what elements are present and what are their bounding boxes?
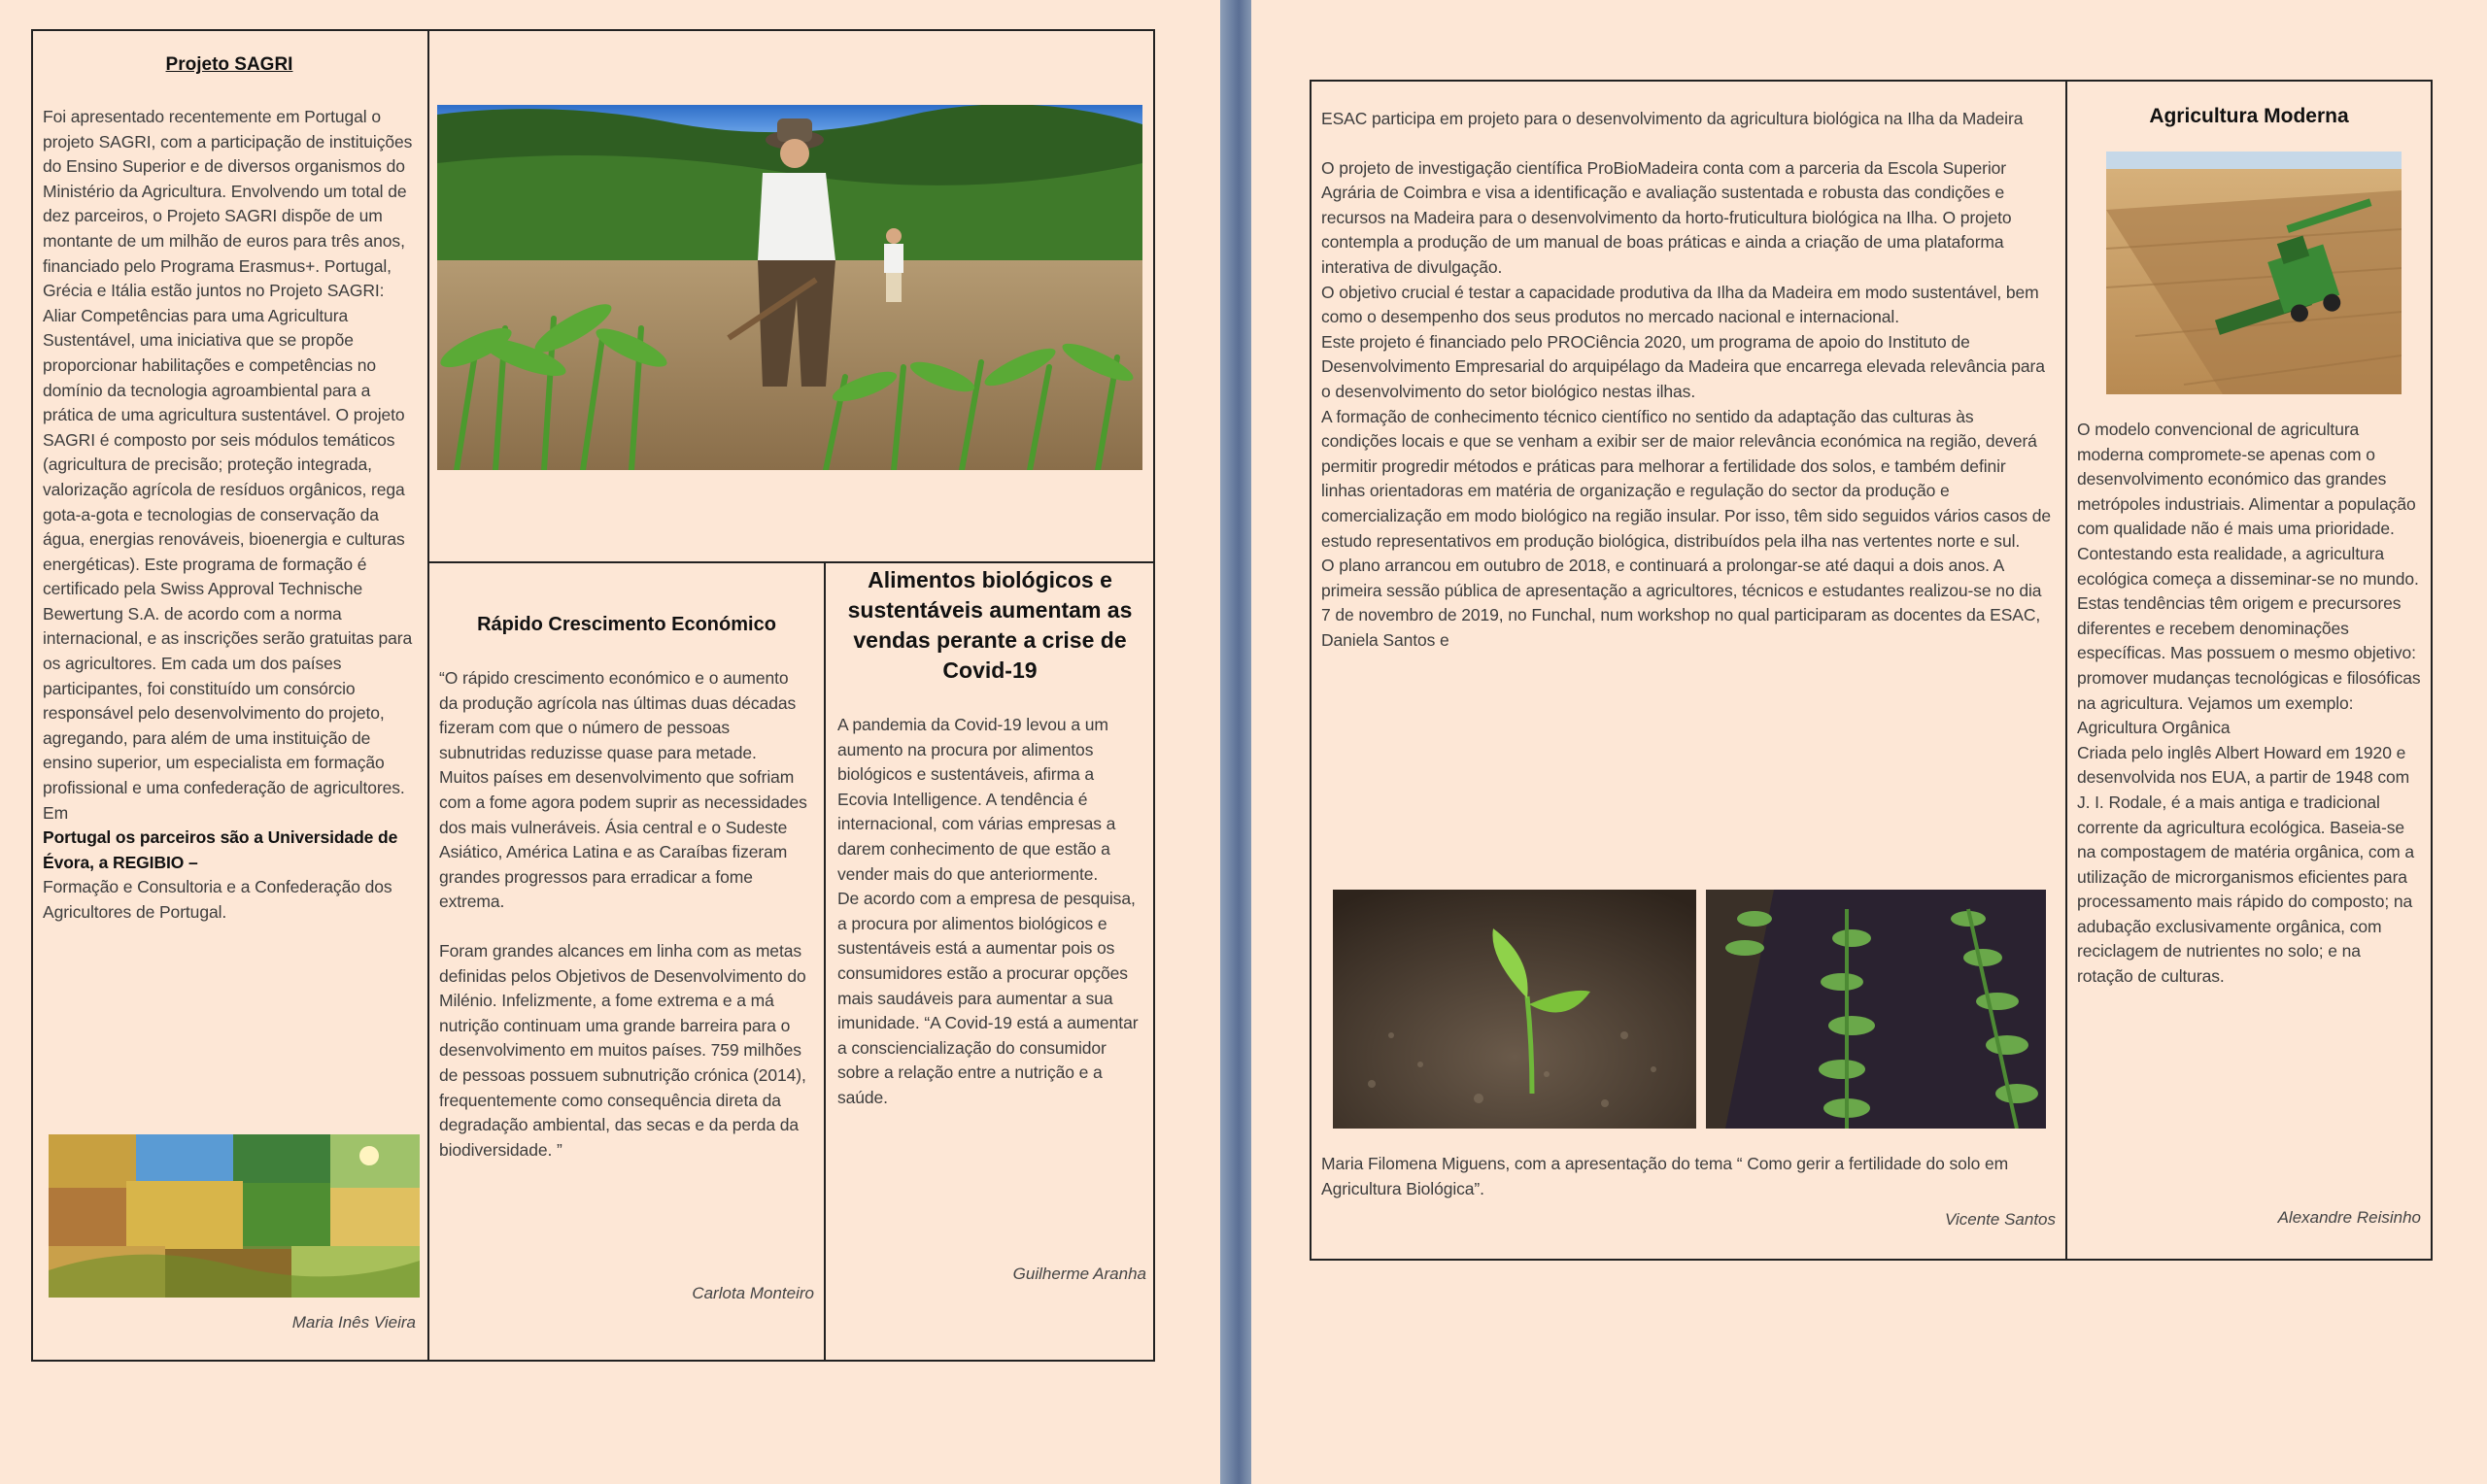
covid-paragraph: A pandemia da Covid-19 levou a um aumento na procura por alimentos biológicos e sustentáveis, afirma a Ecovia Intelligence. A tendência é internacional, com várias empresas a darem conhecimento de que estão a vender mais do que anteriormente. [837, 715, 1116, 884]
harvester-photo [2106, 152, 2402, 394]
covid-author: Guilherme Aranha [1012, 1265, 1146, 1283]
crescimento-paragraph: Foram grandes alcances em linha com as metas definidas pelos Objetivos de Desenvolvimento do Milénio. Infelizmente, a fome extrema e a má nutrição continuam uma grande barreira para o desenvolvimento em muitos países. 759 milhões de pessoas possuem subnutrição crónica (2014), frequentemente como consequência direta da degradação ambiental, das secas e da perda da biodiversidade. ” [439, 940, 806, 1160]
covid-paragraph: De acordo com a empresa de pesquisa, a procura por alimentos biológicos e sustentáveis está a aumentar pois os consumidores estão a procurar opções mais saudáveis para aumentar a sua imunidade. “A Covid-19 está a aumentar a consciencialização do consumidor sobre a relação entre a nutrição e a saúde. [837, 889, 1139, 1107]
esac-paragraph: O projeto de investigação científica ProBioMadeira conta com a parceria da Escola Superior Agrária de Coimbra e visa a identificação e avaliação sustentada e robusta das condições e recursos na Madeira para o desenvolvimento da horto-fruticultura biológica na Ilha. O projeto contempla a produção de um manual de boas práticas e ainda a criação de uma plataforma interativa de divulgação. [1321, 157, 2012, 277]
covid-article [837, 713, 1146, 1111]
moderna-paragraph: Criada pelo inglês Albert Howard em 1920 e desenvolvida nos EUA, a partir de 1948 com J. I. Rodale, é a mais antiga e tradicional corrente da agricultura ecológica. Baseia-se na compostagem de matéria orgânica, com a utilização de microrganismos eficientes para processamento mais rápido do composto; na adubação exclusivamente orgânica, com reciclagem de nutrientes no solo; e na rotação de culturas. [2077, 742, 2415, 987]
esac-paragraph: O plano arrancou em outubro de 2018, e continuará a prolongar-se até daqui a dois anos. A primeira sessão pública de apresentação a agricultores, técnicos e estudantes realizou-se no dia 7 de novembro de 2019, no Funchal, num workshop no qual participaram as docentes da ESAC, Daniela Santos e [1321, 556, 2042, 650]
sagri-author: Maria Inês Vieira [291, 1313, 416, 1332]
sagri-paragraph: Foi apresentado recentemente em Portugal o projeto SAGRI, com a participação de instituições do Ensino Superior e de diversos organismos do Ministério da Agricultura. Envolvendo um total de dez parceiros, o Projeto SAGRI dispõe de um montante de um milhão de euros para três anos, financiado pelo Programa Erasmus+. Portugal, Grécia e Itália estão juntos no Projeto SAGRI: Aliar Competências para uma Agricultura Sustentável, uma iniciativa que se propõe proporcionar habilitações e competências no domínio da tecnologia agroambiental para a prática de uma agricultura sustentável. O projeto SAGRI é composto por seis módulos temáticos (agricultura de precisão; proteção integrada, valorização agrícola de resíduos orgânicos, rega gota-a-gota e tecnologias de conservação da água, energias renováveis, bioenergia e culturas energéticas). Este programa de formação é certificado pela Swiss Approval Technische Bewertung S.A. de acordo com a norma internacional, e as inscrições serão gratuitas para os agricultores. Em cada um dos países participantes, foi constituído um consórcio responsável pelo desenvolvimento do projeto, agregando, para além de uma instituição de ensino superior, um especialista em formação profissional e uma confederação de agricultores. Em [43, 107, 413, 823]
esac-paragraph: Maria Filomena Miguens, com a apresentação do tema “ Como gerir a fertilidade do solo em Agricultura Biológica”. [1321, 1154, 2009, 1198]
crescimento-paragraph: “O rápido crescimento económico e o aumento da produção agrícola nas últimas duas décadas fizeram com que o número de pessoas subnutridas reduzisse quase para metade. Muitos países em desenvolvimento que sofriam com a fome agora podem suprir as necessidades dos mais vulneráveis. Ásia central e o Sudeste Asiático, América Latina e as Caraíbas fizeram grandes progressos para erradicar a fome extrema. [439, 668, 807, 912]
column-divider [2065, 80, 2067, 1261]
moderna-article [2077, 418, 2421, 990]
covid-title: Alimentos biológicos e sustentáveis aumentam as vendas perante a crise de Covid-19 [847, 567, 1133, 683]
moderna-subheading: Agricultura Orgânica [2077, 718, 2231, 738]
esac-paragraph: O objetivo crucial é testar a capacidade produtiva da Ilha da Madeira em modo sustentável, bem como o desempenho dos seus produtos no mercado nacional e internacional. [1321, 282, 2039, 327]
page-divider [1220, 0, 1251, 1484]
esac-author: Vicente Santos [1944, 1210, 2056, 1229]
sagri-article [43, 105, 414, 926]
esac-closing [1321, 1152, 2054, 1201]
farm-collage-image [49, 1134, 420, 1298]
esac-paragraph: A formação de conhecimento técnico científico no sentido da adaptação das culturas às condições locais e que se venham a exibir ser de maior relevância económica na região, deverá permitir progredir métodos e práticas para melhorar a fertilidade dos solos, e também definir linhas orientadoras em matéria de organização e regulação do sector da produção e comercialização em modo biológico na região insular. Por isso, têm sido seguidos vários casos de estudo representativos em produção biológica, distribuídos pela ilha nas vertentes norte e sul. [1321, 406, 2052, 551]
crop-rows-photo [1706, 890, 2046, 1129]
crescimento-article [439, 666, 810, 1163]
moderna-author: Alexandre Reisinho [2277, 1208, 2421, 1227]
row-divider [427, 561, 1155, 563]
farmers-field-photo [437, 105, 1142, 470]
moderna-paragraph: O modelo convencional de agricultura moderna compromete-se apenas com o desenvolvimento económico das grandes metrópoles industriais. Alimentar a população com qualidade não é mais uma prioridade. [2077, 420, 2416, 539]
sagri-partners: Portugal os parceiros são a Universidade de Évora, a REGIBIO – [43, 827, 398, 872]
esac-paragraph: Este projeto é financiado pelo PROCiência 2020, um programa de apoio do Instituto de Desenvolvimento Empresarial do arquipélago da Madeira que encarrega elevada relevância para o desenvolvimento do setor biológico nestas ilhas. [1321, 331, 2045, 401]
esac-article [1321, 107, 2054, 653]
seedling-photo [1333, 890, 1696, 1129]
moderna-title: Agricultura Moderna [2149, 105, 2349, 127]
sagri-title: Projeto SAGRI [165, 54, 293, 75]
column-divider [824, 561, 826, 1362]
esac-lead: ESAC participa em projeto para o desenvolvimento da agricultura biológica na Ilha da Madeira [1321, 109, 2024, 128]
crescimento-author: Carlota Monteiro [692, 1284, 814, 1302]
crescimento-title: Rápido Crescimento Económico [477, 614, 776, 635]
sagri-paragraph: Formação e Consultoria e a Confederação dos Agricultores de Portugal. [43, 877, 392, 922]
column-divider [427, 29, 429, 1362]
moderna-paragraph: Contestando esta realidade, a agricultura ecológica começa a disseminar-se no mundo. Estas tendências têm origem e precursores diferentes e recebem denominações específicas. Mas possuem o mesmo objetivo: promover mudanças tecnológicas e filosóficas na agricultura. Vejamos um exemplo: [2077, 543, 2421, 713]
